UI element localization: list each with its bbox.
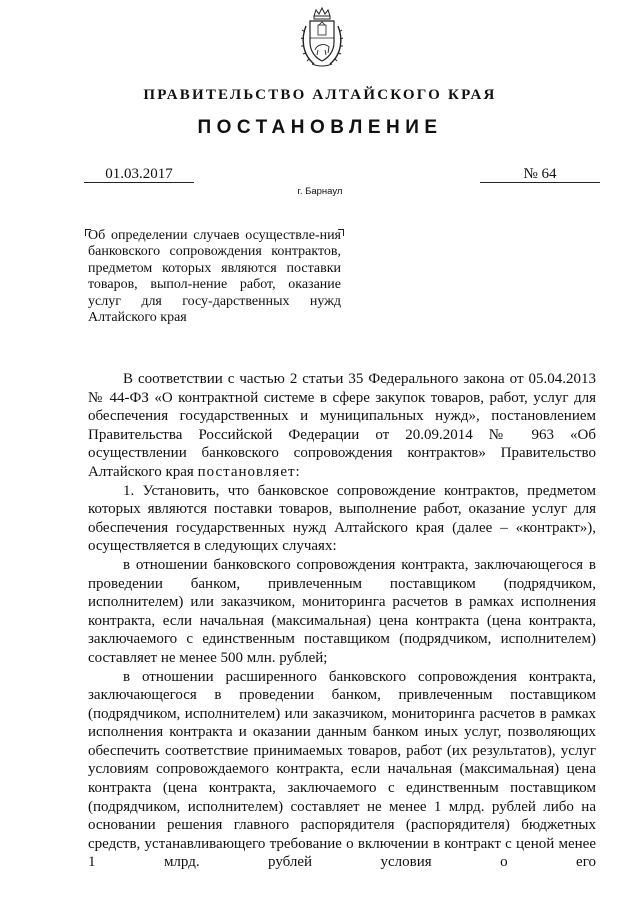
case-1-paragraph: в отношении банковского сопровождения контракта, заключающегося в проведении банком, привлеченным поставщиком (подрядчиком, исполнителем) или заказчиком, мониторинга расчетов в рамках исполнения контракта, если начальная (максимальная) цена контракта (цена контракта, заключаемого с единственным поставщиком (подрядчиком, исполнителем) составляет не менее 500 млн. рублей; — [88, 556, 596, 666]
date-underline — [84, 182, 194, 183]
document-subject: Об определении случаев осуществле-ния банковского сопровождения контрактов, предметом которых являются поставки товаров, выпол-нение работ, оказание услуг для госу-дарственных нужд Алтайского края — [88, 228, 341, 326]
item-1-paragraph: 1. Установить, что банковское сопровождение контрактов, предметом которых являются поставки товаров, выполнение работ, оказание услуг для обеспечения государственных нужд Алтайского края (далее – «контракт»), осуществляется в следующих случаях: — [88, 482, 596, 555]
case-2-paragraph: в отношении расширенного банковского сопровождения контракта, заключающегося в проведении банком, привлеченным поставщиком (подрядчиком, исполнителем) или заказчиком, мониторинга расчетов в рамках исполнения контракта и оказании данным банком иных услуг, позволяющих обеспечить соответствие принимаемых товаров, работ (их результатов), услуг условиям сопровождаемого контракта, если начальная (максимальная) цена контракта (цена контракта, заключаемого с единственным поставщиком (подрядчиком, исполнителем) составляет не менее 1 млрд. рублей либо на основании решения главного распорядителя (распорядителя) бюджетных средств, устанавливающего требование о включении в контракт с ценой менее 1 млрд. рублей условия о его — [88, 668, 596, 871]
document-city: г. Барнаул — [297, 186, 343, 197]
document-type-heading: ПОСТАНОВЛЕНИЕ — [197, 117, 443, 138]
coat-of-arms-icon — [298, 6, 346, 70]
resolves-word: постановляет: — [197, 463, 301, 480]
number-underline — [480, 182, 600, 183]
government-title: ПРАВИТЕЛЬСТВО АЛТАЙСКОГО КРАЯ — [143, 87, 497, 103]
document-date: 01.03.2017 — [105, 166, 173, 182]
preamble-text: В соответствии с частью 2 статьи 35 Федерального закона от 05.04.2013 № 44-ФЗ «О контрактной системе в сфере закупок товаров, работ, услуг для обеспечения государственных и муниципальных нужд», постановлением Правительства Российской Федерации от 20.09.2014 № 963 «Об осуществлении банковского сопровождения контрактов» Правительство Алтайского края — [88, 371, 596, 480]
document-number: № 64 — [523, 166, 557, 182]
preamble-paragraph — [88, 370, 596, 482]
document-body — [88, 370, 596, 872]
